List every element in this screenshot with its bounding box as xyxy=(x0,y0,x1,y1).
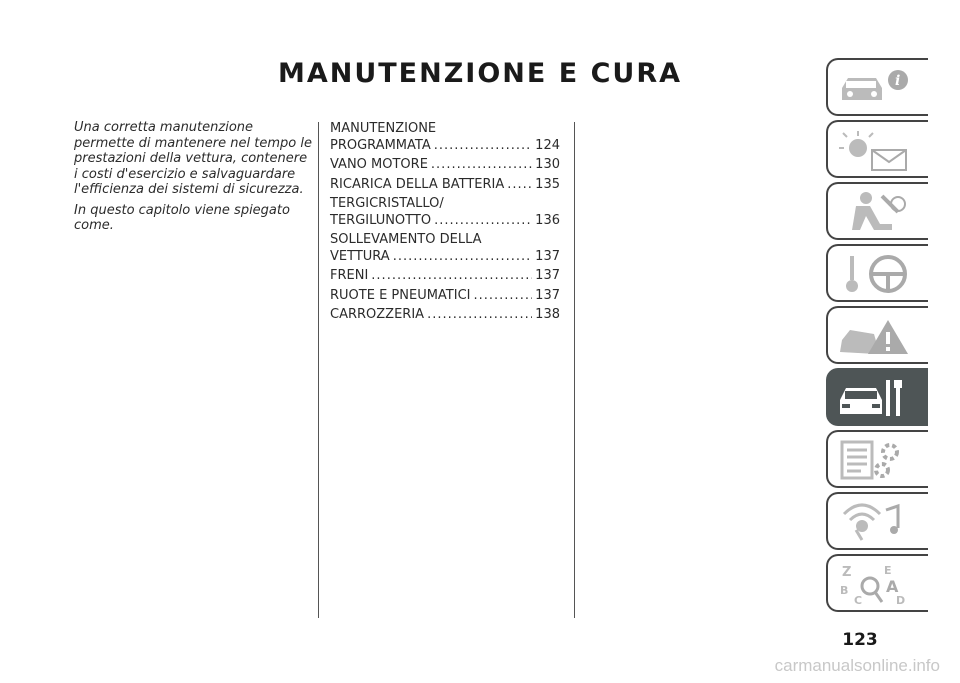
svg-text:C: C xyxy=(854,594,863,606)
toc-entry-page: 130 xyxy=(535,157,560,172)
toc-entry-label: RICARICA DELLA BATTERIA xyxy=(330,176,505,192)
tab-car-info[interactable] xyxy=(826,58,928,116)
warning-lights-icon xyxy=(836,128,916,172)
tab-index[interactable] xyxy=(826,554,928,612)
toc-entry-page: 135 xyxy=(535,176,560,192)
toc-entry[interactable] xyxy=(330,121,560,154)
toc-entry-label: FRENI xyxy=(330,268,369,283)
car-info-icon xyxy=(836,66,916,110)
index-az-icon xyxy=(836,562,916,606)
column-divider xyxy=(318,122,319,618)
toc-entry-label: TERGILUNOTTO xyxy=(330,212,432,228)
multimedia-icon xyxy=(836,500,916,544)
svg-text:Z: Z xyxy=(842,565,852,580)
toc-entry-page: 138 xyxy=(535,307,560,322)
toc-entry-label: VETTURA xyxy=(330,248,390,264)
tab-multimedia[interactable] xyxy=(826,492,928,550)
tab-steering-key[interactable] xyxy=(826,244,928,302)
emergency-car-icon xyxy=(836,314,916,358)
toc-entry[interactable] xyxy=(330,157,560,174)
toc-entry-line1: MANUTENZIONE xyxy=(330,121,437,136)
table-of-contents xyxy=(330,121,560,327)
seat-airbag-icon xyxy=(836,190,916,234)
toc-entry-page: 137 xyxy=(535,248,560,264)
toc-entry-label: VANO MOTORE xyxy=(330,157,428,172)
toc-entry-page: 137 xyxy=(535,268,560,283)
tab-seat-airbag[interactable] xyxy=(826,182,928,240)
intro-paragraph: In questo capitolo viene spiegato come. xyxy=(74,202,290,233)
toc-entry-line1: TERGICRISTALLO/ xyxy=(330,196,444,211)
svg-text:E: E xyxy=(884,564,892,577)
tab-maintenance[interactable] xyxy=(826,368,928,426)
svg-text:i: i xyxy=(895,73,901,89)
tab-emergency[interactable] xyxy=(826,306,928,364)
toc-entry[interactable] xyxy=(330,288,560,305)
toc-entry-line1: SOLLEVAMENTO DELLA xyxy=(330,232,482,247)
toc-entry[interactable] xyxy=(330,232,560,265)
page-title: MANUTENZIONE E CURA xyxy=(277,58,683,89)
intro-paragraph: Una corretta manutenzione permette di mantenere nel tempo le prestazioni della vettura, contenere i costi d'esercizio e salvaguardare l'efficienza dei sistemi di sicurezza. xyxy=(74,120,312,197)
tab-warning-lights[interactable] xyxy=(826,120,928,178)
page-number: 123 xyxy=(842,630,878,650)
toc-entry-label: CARROZZERIA xyxy=(330,307,425,322)
toc-entry[interactable] xyxy=(330,307,560,324)
toc-entry[interactable] xyxy=(330,196,560,229)
technical-data-icon xyxy=(836,438,916,482)
toc-entry-label: RUOTE E PNEUMATICI xyxy=(330,287,471,303)
toc-entry[interactable] xyxy=(330,177,560,194)
watermark: carmanualsonline.info xyxy=(774,656,940,675)
toc-entry[interactable] xyxy=(330,268,560,285)
column-divider xyxy=(574,122,575,618)
car-wrench-icon xyxy=(836,376,916,420)
toc-entry-page: 136 xyxy=(535,212,560,228)
svg-text:A: A xyxy=(886,577,899,596)
toc-entry-page: 124 xyxy=(535,137,560,153)
svg-text:B: B xyxy=(840,584,849,597)
svg-text:D: D xyxy=(896,594,906,606)
intro-text xyxy=(74,120,314,239)
steering-wheel-key-icon xyxy=(836,252,916,296)
tab-technical-data[interactable] xyxy=(826,430,928,488)
toc-entry-label: PROGRAMMATA xyxy=(330,137,431,153)
toc-entry-page: 137 xyxy=(535,287,560,303)
